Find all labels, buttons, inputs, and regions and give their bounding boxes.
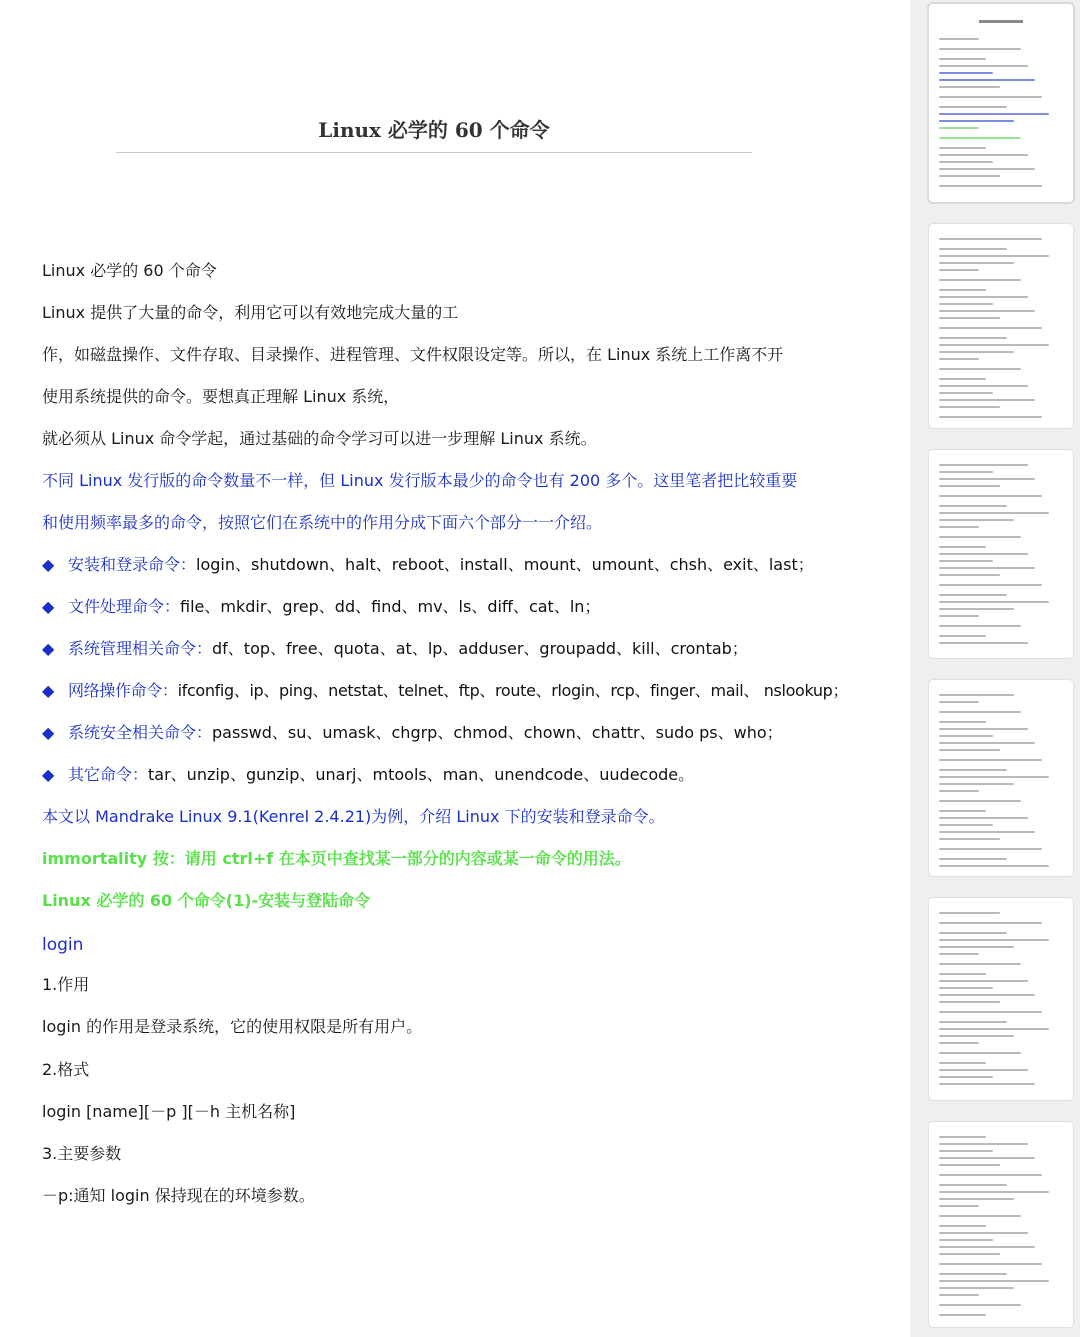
thumbnail-text-line: [939, 478, 1035, 480]
thumbnail-text-line: [939, 946, 1014, 948]
note-line: immortality 按：请用 ctrl+f 在本页中查找某一部分的内容或某一命令的用法。: [42, 849, 631, 868]
thumbnail-text-line: [939, 912, 1000, 914]
thumbnail-text-line: [939, 922, 1042, 924]
thumbnail-text-line: [939, 58, 986, 60]
thumbnail-text-line: [939, 303, 993, 305]
page-thumbnail-1[interactable]: [929, 4, 1073, 202]
category-commands: passwd、su、umask、chgrp、chmod、chown、chattr、sudo ps、who；: [212, 723, 783, 742]
thumbnail-text-line: [939, 96, 1042, 98]
category-label: 其它命令：: [68, 765, 149, 784]
bullet-icon: ◆: [42, 723, 55, 742]
thumbnail-text-line: [939, 594, 1007, 596]
page-thumbnail-5[interactable]: [929, 898, 1073, 1100]
thumbnail-text-line: [939, 1191, 1049, 1193]
thumbnail-text-line: [939, 137, 1021, 139]
category-item: [42, 680, 848, 702]
example-line: 本文以 Mandrake Linux 9.1(Kenrel 2.4.21)为例，介绍 Linux 下的安装和登录命令。: [42, 807, 665, 826]
bullet-icon: ◆: [42, 765, 55, 784]
category-commands: ifconfig、ip、ping、netstat、telnet、ftp、route、rlogin、rcp、finger、mail、 nslookup；: [177, 681, 849, 700]
thumbnail-text-line: [939, 378, 986, 380]
thumbnail-text-line: [939, 262, 1014, 264]
page-thumbnail-2[interactable]: [929, 224, 1073, 428]
category-label: 文件处理命令：: [68, 597, 181, 616]
thumbnail-text-line: [939, 296, 1028, 298]
intro-line-1: Linux 提供了大量的命令，利用它可以有效地完成大量的工: [42, 303, 459, 322]
thumbnail-text-line: [939, 642, 1028, 644]
thumbnail-text-line: [939, 471, 993, 473]
thumbnail-text-line: [939, 1136, 986, 1138]
category-commands: file、mkdir、grep、dd、find、mv、ls、diff、cat、ln；: [180, 597, 601, 616]
thumbnail-text-line: [939, 584, 1042, 586]
item-text: login [name][－p ][－h 主机名称]: [42, 1102, 296, 1121]
thumbnail-text-line: [939, 635, 986, 637]
thumbnail-text-line: [939, 980, 1028, 982]
thumbnail-text-line: [939, 574, 1000, 576]
thumbnail-title-mark: [979, 20, 1023, 23]
thumbnail-text-line: [939, 317, 1000, 319]
category-label: 系统管理相关命令：: [68, 639, 213, 658]
title-divider: [116, 152, 752, 153]
thumbnail-text-line: [939, 65, 1028, 67]
thumbnail-text-line: [939, 86, 1000, 88]
command-heading: login: [42, 935, 84, 955]
thumbnail-text-line: [939, 106, 1007, 108]
thumbnail-text-line: [939, 1246, 1035, 1248]
category-label: 系统安全相关命令：: [68, 723, 213, 742]
item-heading: 1.作用: [42, 975, 90, 994]
thumbnail-text-line: [939, 185, 1042, 187]
thumbnail-text-line: [939, 344, 1049, 346]
thumbnail-text-line: [939, 175, 1000, 177]
thumbnail-sidebar[interactable]: [910, 0, 1080, 1337]
thumbnail-text-line: [939, 310, 1035, 312]
thumbnail-text-line: [939, 553, 1028, 555]
thumbnail-text-line: [939, 519, 1014, 521]
category-commands: df、top、free、quota、at、lp、adduser、groupadd、kill、crontab；: [212, 639, 748, 658]
thumbnail-text-line: [939, 963, 1021, 965]
thumbnail-text-line: [939, 485, 1000, 487]
category-item: [42, 764, 694, 786]
thumbnail-text-line: [939, 560, 993, 562]
thumbnail-text-line: [939, 1001, 1000, 1003]
category-commands: tar、unzip、gunzip、unarj、mtools、man、unendcode、uudecode。: [148, 765, 695, 784]
thumbnail-text-line: [939, 526, 979, 528]
item-text: －p:通知 login 保持现在的环境参数。: [42, 1186, 315, 1205]
intro-line-2: 作，如磁盘操作、文件存取、目录操作、进程管理、文件权限设定等。所以，在 Linux 系统上工作离不开: [42, 345, 784, 364]
page-thumbnail-3[interactable]: [929, 450, 1073, 658]
thumbnail-text-line: [939, 567, 1035, 569]
thumbnail-text-line: [939, 1042, 979, 1044]
thumbnail-text-line: [939, 1028, 1049, 1030]
thumbnail-text-line: [939, 1263, 1042, 1265]
thumbnail-text-line: [939, 735, 993, 737]
thumbnail-text-line: [939, 368, 1021, 370]
thumbnail-text-line: [939, 48, 1021, 50]
thumbnail-text-line: [939, 1157, 1035, 1159]
thumbnail-text-line: [939, 1069, 1028, 1071]
category-label: 安装和登录命令：: [68, 555, 197, 574]
thumbnail-text-line: [939, 615, 979, 617]
thumbnail-text-line: [939, 505, 1007, 507]
thumbnail-text-line: [939, 1314, 986, 1316]
thumbnail-text-line: [939, 939, 1049, 941]
thumbnail-text-line: [939, 1011, 1042, 1013]
thumbnail-text-line: [939, 831, 1035, 833]
category-item: [42, 638, 748, 660]
thumbnail-text-line: [939, 255, 1049, 257]
thumbnail-text-line: [939, 1198, 1014, 1200]
bullet-icon: ◆: [42, 681, 54, 700]
category-item: [42, 596, 600, 618]
thumbnail-text-line: [939, 1052, 1021, 1054]
thumbnail-text-line: [939, 327, 1042, 329]
bullet-icon: ◆: [42, 639, 55, 658]
thumbnail-text-line: [939, 953, 979, 955]
thumbnail-text-line: [939, 358, 979, 360]
section-title: Linux 必学的 60 个命令(1)-安装与登陆命令: [42, 891, 371, 910]
thumbnail-text-line: [939, 1287, 1014, 1289]
thumbnail-text-line: [939, 721, 986, 723]
thumbnail-text-line: [939, 416, 1042, 418]
thumbnail-text-line: [939, 848, 1042, 850]
thumbnail-text-line: [939, 495, 1042, 497]
thumbnail-text-line: [939, 973, 986, 975]
thumbnail-text-line: [939, 1164, 1000, 1166]
thumbnail-text-line: [939, 800, 1021, 802]
thumbnail-text-line: [939, 790, 979, 792]
thumbnail-text-line: [939, 248, 1007, 250]
thumbnail-text-line: [939, 399, 1035, 401]
thumbnail-text-line: [939, 1184, 1007, 1186]
thumbnail-text-line: [939, 601, 1049, 603]
item-heading: 3.主要参数: [42, 1144, 122, 1163]
thumbnail-text-line: [939, 1280, 1049, 1282]
thumbnail-text-line: [939, 72, 993, 74]
thumbnail-text-line: [939, 1239, 993, 1241]
thumbnail-text-line: [939, 1253, 1000, 1255]
thumbnail-text-line: [939, 269, 979, 271]
thumbnail-text-line: [939, 694, 1014, 696]
thumbnail-text-line: [939, 113, 1049, 115]
thumbnail-text-line: [939, 817, 1028, 819]
thumbnail-text-line: [939, 546, 986, 548]
thumbnail-text-line: [939, 1076, 993, 1078]
intro-line-3: 使用系统提供的命令。要想真正理解 Linux 系统，: [42, 387, 400, 406]
thumbnail-text-line: [939, 759, 1042, 761]
thumbnail-text-line: [939, 810, 986, 812]
page-thumbnail-4[interactable]: [929, 680, 1073, 876]
thumbnail-text-line: [939, 1174, 1042, 1176]
item-heading: 2.格式: [42, 1060, 90, 1079]
thumbnail-text-line: [939, 1215, 1021, 1217]
thumbnail-text-line: [939, 1273, 1007, 1275]
thumbnail-text-line: [939, 625, 1021, 627]
summary-line-2: 和使用频率最多的命令，按照它们在系统中的作用分成下面六个部分一一介绍。: [42, 513, 603, 532]
thumbnail-text-line: [939, 385, 1028, 387]
thumbnail-text-line: [939, 127, 979, 129]
thumbnail-text-line: [939, 1062, 986, 1064]
page-thumbnail-6[interactable]: [929, 1122, 1073, 1327]
thumbnail-text-line: [939, 406, 1000, 408]
thumbnail-text-line: [939, 1205, 979, 1207]
thumbnail-text-line: [939, 769, 1007, 771]
thumbnail-text-line: [939, 776, 1049, 778]
thumbnail-text-line: [939, 147, 986, 149]
thumbnail-text-line: [939, 749, 1000, 751]
thumbnail-text-line: [939, 161, 993, 163]
thumbnail-text-line: [939, 1304, 1021, 1306]
thumbnail-text-line: [939, 783, 1014, 785]
thumbnail-text-line: [939, 742, 1035, 744]
thumbnail-text-line: [939, 1225, 986, 1227]
thumbnail-text-line: [939, 608, 1014, 610]
bullet-icon: ◆: [42, 555, 55, 574]
thumbnail-text-line: [939, 987, 993, 989]
thumbnail-text-line: [939, 1294, 979, 1296]
thumbnail-text-line: [939, 1232, 1028, 1234]
thumbnail-text-line: [939, 337, 1007, 339]
intro-line-4: 就必须从 Linux 命令学起，通过基础的命令学习可以进一步理解 Linux 系统。: [42, 429, 597, 448]
thumbnail-text-line: [939, 79, 1035, 81]
category-commands: login、shutdown、halt、reboot、install、mount、umount、chsh、exit、last；: [196, 555, 814, 574]
thumbnail-text-line: [939, 1035, 1014, 1037]
thumbnail-text-line: [939, 289, 986, 291]
thumbnail-text-line: [939, 994, 1035, 996]
thumbnail-text-line: [939, 728, 1028, 730]
category-item: [42, 722, 783, 744]
thumbnail-text-line: [939, 1021, 1007, 1023]
thumbnail-text-line: [939, 168, 1035, 170]
thumbnail-text-line: [939, 512, 1049, 514]
thumbnail-text-line: [939, 1143, 1028, 1145]
thumbnail-text-line: [939, 536, 1021, 538]
thumbnail-text-line: [939, 701, 979, 703]
thumbnail-text-line: [939, 38, 979, 40]
summary-line-1: 不同 Linux 发行版的命令数量不一样，但 Linux 发行版本最少的命令也有 200 多个。这里笔者把比较重要: [42, 471, 798, 490]
thumbnail-text-line: [939, 838, 1000, 840]
thumbnail-text-line: [939, 865, 1049, 867]
thumbnail-text-line: [939, 279, 1021, 281]
document-title: Linux 必学的 60 个命令: [318, 118, 550, 142]
thumbnail-text-line: [939, 858, 1007, 860]
thumbnail-text-line: [939, 238, 1042, 240]
category-label: 网络操作命令：: [68, 681, 178, 700]
thumbnail-text-line: [939, 351, 1014, 353]
item-text: login 的作用是登录系统，它的使用权限是所有用户。: [42, 1017, 423, 1036]
thumbnail-text-line: [939, 464, 1028, 466]
thumbnail-text-line: [939, 824, 993, 826]
category-item: [42, 554, 814, 576]
heading-line: Linux 必学的 60 个命令: [42, 261, 217, 280]
thumbnail-text-line: [939, 1150, 993, 1152]
thumbnail-text-line: [939, 120, 1014, 122]
thumbnail-text-line: [939, 154, 1028, 156]
bullet-icon: ◆: [42, 597, 55, 616]
thumbnail-text-line: [939, 932, 1007, 934]
thumbnail-text-line: [939, 392, 993, 394]
thumbnail-text-line: [939, 1083, 1035, 1085]
thumbnail-text-line: [939, 711, 1021, 713]
